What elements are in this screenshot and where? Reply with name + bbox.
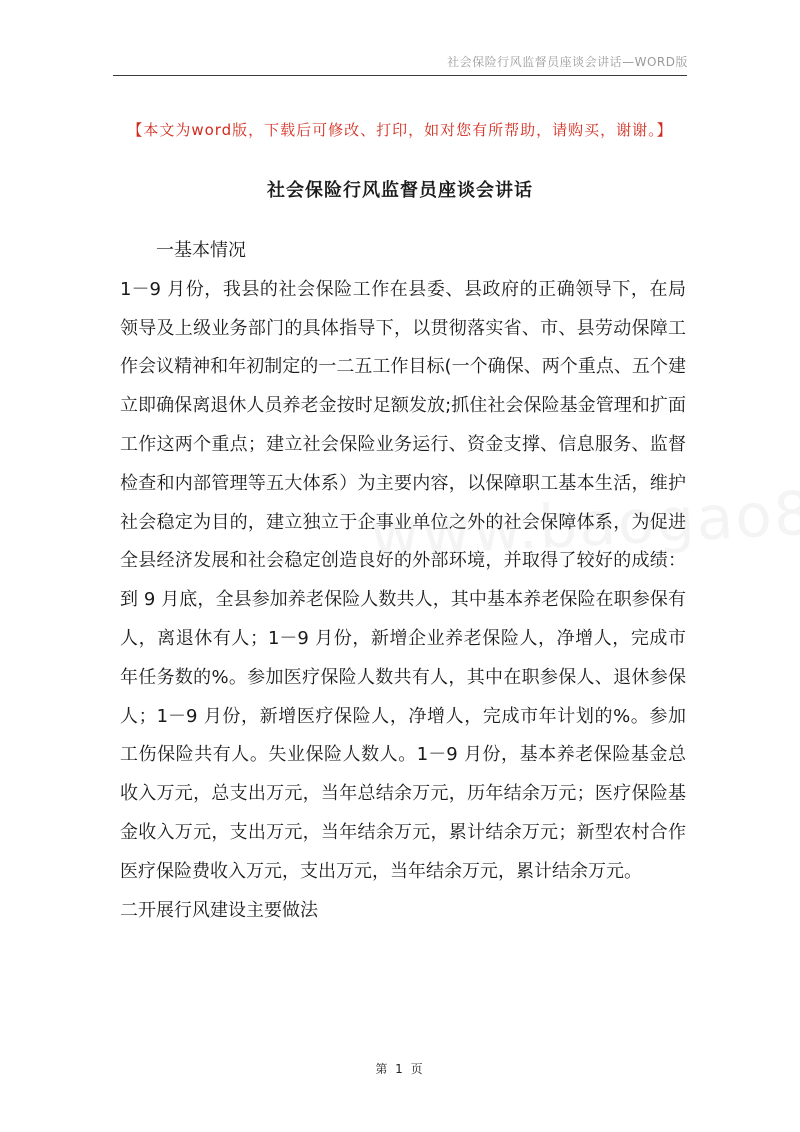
body-paragraph: 1－9 月份，我县的社会保险工作在县委、县政府的正确领导下，在局领导及上级业务部门的具体指导下，以贯彻落实省、市、县劳动保障工作会议精神和年初制定的一二五工作目标(一个确保、两个重点、五个建立即确保离退休人员养老金按时足额发放;抓住社会保险基金管理和扩面工作这两个重点；建立社会保险业务运行、资金支撑、信息服务、监督检查和内部管理等五大体系）为主要内容，以保障职工基本生活，维护社会稳定为目的，建立独立于企事业单位之外的社会保障体系，为促进全县经济发展和社会稳定创造良好的外部环境，并取得了较好的成绩：到 9 月底，全县参加养老保险人数共人，其中基本养老保险在职参保有人，离退休有人；1－9 月份，新增企业养老保险人，净增人，完成市年任务数的%。参加医疗保险人数共有人，其中在职参保人、退休参保人；1－9 月份，新增医疗保险人，净增人，完成市年计划的%。参加工伤保险共有人。失业保险人数人。1－9 月份，基本养老保险基金总收入万元，总支出万元，当年总结余万元，历年结余万元；医疗保险基金收入万元，支出万元，当年结余万元，累计结余万元；新型农村合作医疗保险费收入万元，支出万元，当年结余万元，累计结余万元。: [120, 278, 686, 882]
page-number: 第 1 页: [375, 1062, 425, 1076]
document-title: 社会保险行风监督员座谈会讲话: [267, 180, 533, 201]
document-body: [120, 232, 686, 930]
running-header: 社会保险行风监督员座谈会讲话—WORD版: [447, 55, 688, 69]
section-heading-basic-situation: 一基本情况: [156, 240, 246, 261]
section-heading-main-practices: 二开展行风建设主要做法: [120, 899, 318, 921]
purchase-notice: 【本文为word版，下载后可修改、打印，如对您有所帮助，请购买，谢谢。】: [127, 121, 673, 139]
header-divider: [113, 75, 687, 76]
